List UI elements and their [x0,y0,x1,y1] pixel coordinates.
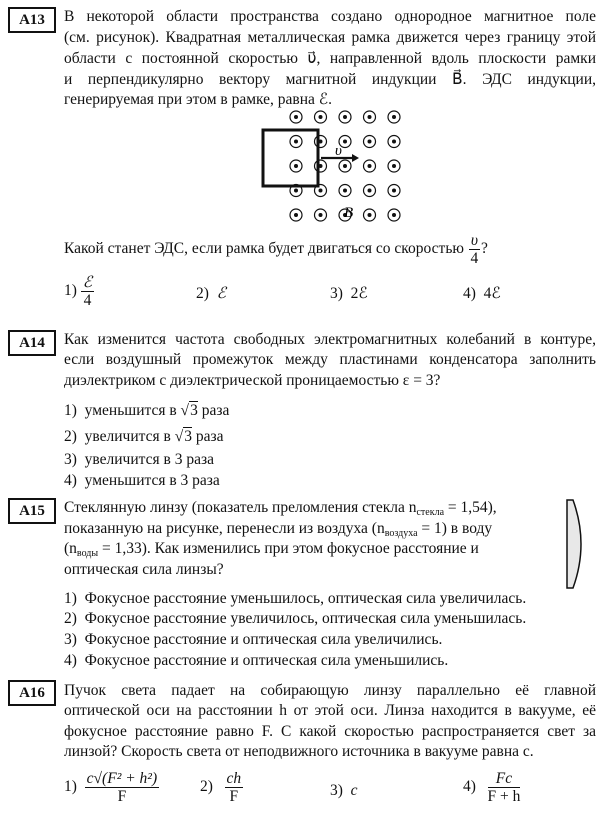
q15-text-line-1: Стеклянную линзу (показатель преломления стекла $n_{стекла} = 1,54$), [64,499,497,518]
q14-option-2[interactable]: 2) увеличится в √3 раза [64,428,224,445]
q13-option-1[interactable]: 1) $\frac{\text{ℰ}}{4}$ [64,274,93,309]
field-dot-center [319,115,323,119]
field-dot-center [392,115,396,119]
q13-text-line-1: В некоторой области пространства создано однородное магнитное поле [64,8,596,25]
field-dot-center [368,213,372,217]
q16-text-line-2: оптической оси на расстоянии h от этой оси. Линза находится в вакууме, её [64,702,596,719]
q15-option-3[interactable]: 3) Фокусное расстояние и оптическая сила увеличились. [64,631,443,648]
q16-text-line-4: линзой? Скорость света от неподвижного источника в вакууме равна c. [64,743,534,760]
q13-text-line-2: (см. рисунок). Квадратная металлическая рамка движется через границу этой [64,29,596,46]
question-label-a16: A16 [8,680,56,706]
field-dot-center [294,140,298,144]
field-dot-center [392,164,396,168]
q16-option-3[interactable]: 3) c [330,782,358,799]
velocity-label: υ⃗ [335,143,354,159]
q14-option-4[interactable]: 4) уменьшится в 3 раза [64,472,220,489]
q15-option-4[interactable]: 4) Фокусное расстояние и оптическая сила уменьшились. [64,652,449,669]
q16-option-1[interactable]: 1) $\frac{\text{c√(F² + h²)}}{F}$ [64,770,158,805]
field-dot-center [368,189,372,193]
q13-text-line-5: генерируемая при этом в рамке, равна ℰ. [64,91,333,108]
q13-option-4[interactable]: 4) 4ℰ [463,285,501,302]
field-dot-center [294,213,298,217]
field-dot-center [343,115,347,119]
field-dot-center [294,115,298,119]
q15-text-line-3: $(n_{воды} = 1,33)$. Как изменились при этом фокусное расстояние и [64,540,479,559]
q14-option-3[interactable]: 3) увеличится в 3 раза [64,451,214,468]
field-dot-center [343,164,347,168]
q15-text-line-2: показанную на рисунке, перенесли из воздуха $(n_{воздуха} = 1)$ в воду [64,520,493,539]
q14-text-line-1: Как изменится частота свободных электромагнитных колебаний в контуре, [64,331,596,348]
q13-question: Какой станет ЭДС, если рамка будет двигаться со скоростью $\frac{\upsilon}{4}$ ? [64,232,488,267]
field-dot-center [368,115,372,119]
field-dot-center [294,189,298,193]
question-label-a13: A13 [8,7,56,33]
field-dot-center [319,189,323,193]
q16-option-4[interactable]: 4) $\frac{Fc}{F + h}$ [463,770,521,805]
question-label-a15: A15 [8,498,56,524]
q13-text-line-4: и перпендикулярно вектору магнитной индукции B⃗. ЭДС индукции, [64,71,596,88]
q13-text-line-3: области с постоянной скоростью υ⃗, направленной вдоль плоскости рамки [64,50,596,67]
speed-fraction: $\frac{\upsilon}{4}$ [470,232,479,267]
field-dot-center [368,164,372,168]
q15-option-2[interactable]: 2) Фокусное расстояние увеличилось, оптическая сила уменьшилась. [64,610,527,627]
field-dot-center [319,213,323,217]
field-dot-center [368,140,372,144]
field-dot-center [392,189,396,193]
lens-figure [563,498,589,590]
q13-option-3[interactable]: 3) 2ℰ [330,285,368,302]
q14-option-1[interactable]: 1) уменьшится в √3 раза [64,402,230,419]
q13-option-2[interactable]: 2) ℰ [196,285,227,302]
q14-text-line-3: диэлектриком с диэлектрической проницаемостью ε = 3? [64,372,441,389]
question-label-a14: A14 [8,330,56,356]
q14-text-line-2: если воздушный промежуток между пластинами конденсатора заполнить [64,351,596,368]
magnetic-field-figure [258,109,408,224]
q16-option-2[interactable]: 2) $\frac{ch}{F}$ [200,770,242,805]
field-dot-center [343,189,347,193]
q15-text-line-4: оптическая сила линзы? [64,561,224,578]
concave-lens [567,500,581,588]
field-dot-center [392,213,396,217]
q16-text-line-3: фокусное расстояние равно F. С какой скоростью распространяется свет за [64,723,596,740]
q15-option-1[interactable]: 1) Фокусное расстояние уменьшилось, оптическая сила увеличилась. [64,590,527,607]
field-dot-center [392,140,396,144]
field-dot-center [294,164,298,168]
induction-label: B⃗ [344,205,365,221]
q16-text-line-1: Пучок света падает на собирающую линзу параллельно её главной [64,682,596,699]
